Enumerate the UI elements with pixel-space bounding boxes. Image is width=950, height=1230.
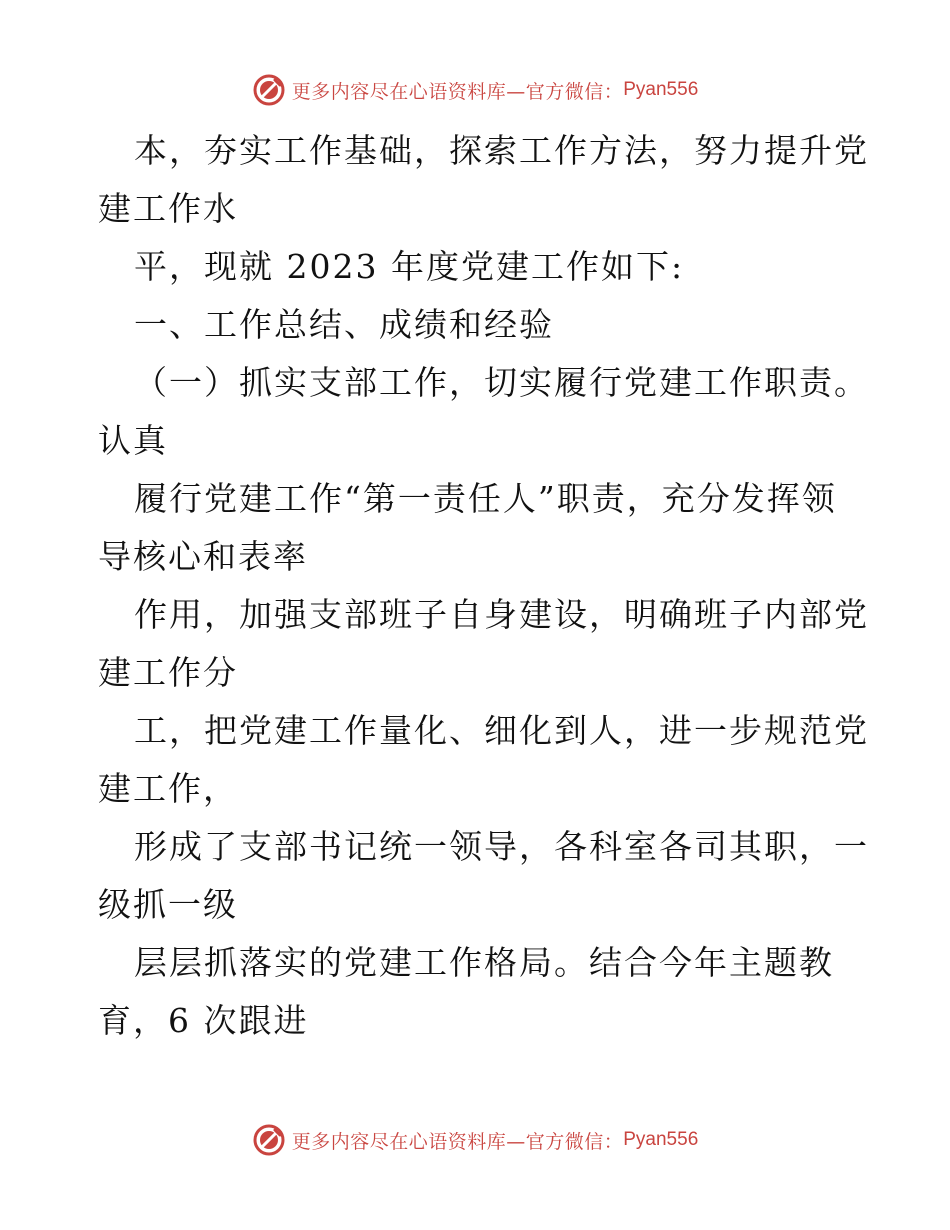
section-heading: 一、工作总结、成绩和经验 xyxy=(134,305,554,344)
header-banner-id: Pyan556 xyxy=(623,79,699,100)
paragraph-line: 育，6 次跟进 xyxy=(98,1001,309,1040)
paragraph-line: 本，夯实工作基础，探索工作方法，努力提升党 xyxy=(134,131,869,170)
subsection-heading: （一）抓实支部工作，切实履行党建工作职责。 xyxy=(134,363,869,402)
paragraph-line: 形成了支部书记统一领导，各科室各司其职，一 xyxy=(134,827,869,866)
paragraph-line: 级抓一级 xyxy=(98,885,238,924)
paragraph-line: 层层抓落实的党建工作格局。结合今年主题教 xyxy=(134,943,834,982)
footer-banner xyxy=(0,1120,950,1160)
paragraph-line: 工，把党建工作量化、细化到人，进一步规范党 xyxy=(134,711,869,750)
footer-banner-id: Pyan556 xyxy=(623,1129,699,1150)
paragraph-line: 认真 xyxy=(98,421,168,460)
footer-banner-text: 更多内容尽在心语资料库—官方微信： xyxy=(291,1130,624,1153)
paragraph-line: 建工作水 xyxy=(98,189,238,228)
document-body xyxy=(98,122,869,1050)
paragraph-line: 建工作， xyxy=(98,769,238,808)
pen-seal-icon xyxy=(252,1123,286,1157)
header-banner-text: 更多内容尽在心语资料库—官方微信： xyxy=(291,80,624,103)
paragraph-line: 履行党建工作“第一责任人”职责，充分发挥领 xyxy=(134,479,837,518)
paragraph-line: 平，现就 2023 年度党建工作如下: xyxy=(134,247,685,286)
paragraph-line: 导核心和表率 xyxy=(98,537,308,576)
header-banner xyxy=(0,70,950,110)
paragraph-line: 作用，加强支部班子自身建设，明确班子内部党 xyxy=(134,595,869,634)
paragraph-line: 建工作分 xyxy=(98,653,238,692)
pen-seal-icon xyxy=(252,73,286,107)
